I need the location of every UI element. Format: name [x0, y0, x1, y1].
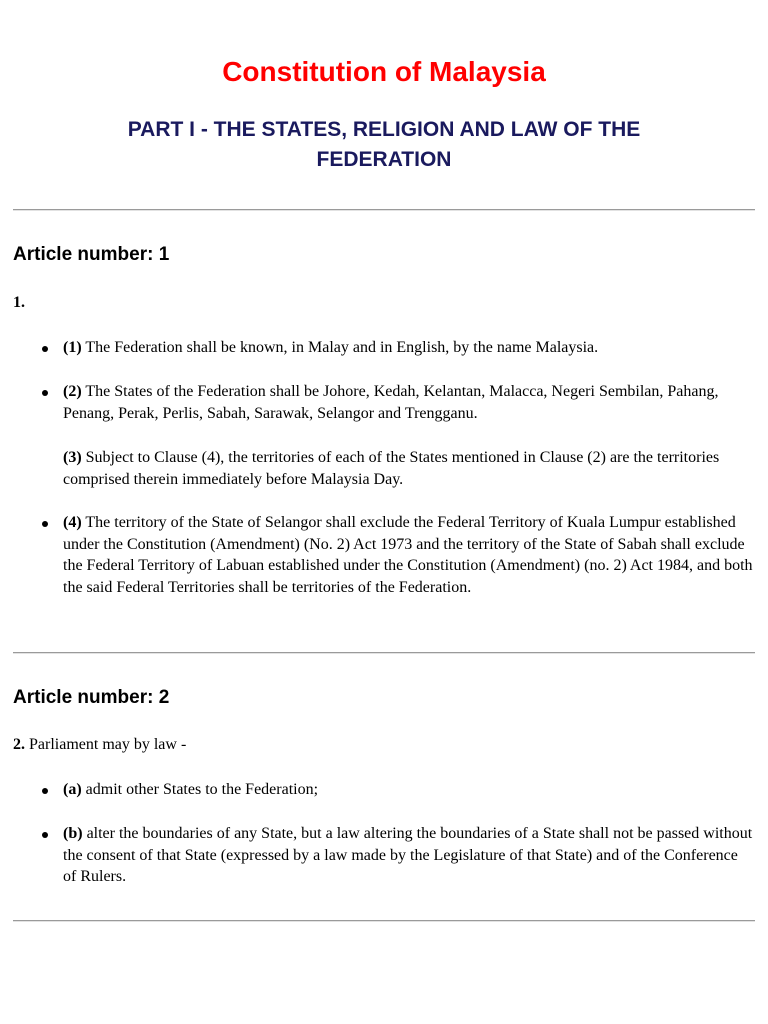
clause-item	[63, 337, 755, 359]
clause-text: Subject to Clause (4), the territories of each of the States mentioned in Clause (2) are the territories comprised therein immediately before Malaysia Day.	[63, 449, 720, 488]
divider	[13, 652, 755, 654]
clause-text: alter the boundaries of any State, but a law altering the boundaries of a State shall not be passed without the consent of that State (expressed by a law made by the Legislature of that State) and of the Conference of Rulers.	[63, 825, 753, 885]
page-title: Constitution of Malaysia	[222, 56, 546, 87]
clause-number: (3)	[63, 449, 82, 466]
clause-number: (b)	[63, 825, 83, 842]
clause-number: (1)	[63, 339, 82, 356]
clause-item	[63, 823, 755, 888]
divider	[13, 920, 755, 922]
article-lead	[13, 292, 755, 314]
clause-item	[63, 447, 755, 490]
article-lead-text: Parliament may by law -	[25, 736, 187, 753]
clause-number: (2)	[63, 383, 82, 400]
clause-text: admit other States to the Federation;	[81, 781, 319, 798]
clause-text: The territory of the State of Selangor shall exclude the Federal Territory of Kuala Lumpur established under the Constitution (Amendment) (No. 2) Act 1973 and the territory of the State of Sabah shall exclude the Federal Territory of Labuan established under the Constitution (Amendment) (no. 2) Act 1984, and both the said Federal Territories shall be territories of the Federation.	[63, 514, 753, 596]
clause-item	[63, 512, 755, 598]
clause-number: (a)	[63, 781, 82, 798]
article-number: 2.	[13, 736, 25, 753]
part-title: PART I - THE STATES, RELIGION AND LAW OF THE FEDERATION	[127, 118, 641, 171]
article-heading: Article number: 2	[13, 687, 170, 708]
article-heading: Article number: 1	[13, 244, 170, 265]
article-number: 1.	[13, 294, 25, 311]
clause-item	[63, 381, 755, 424]
divider	[13, 209, 755, 211]
article-lead	[13, 734, 755, 756]
clause-number: (4)	[63, 514, 82, 531]
clause-text: The States of the Federation shall be Johore, Kedah, Kelantan, Malacca, Negeri Sembilan, Pahang, Penang, Perak, Perlis, Sabah, Sarawak, Selangor and Trengganu.	[63, 383, 719, 422]
clause-text: The Federation shall be known, in Malay and in English, by the name Malaysia.	[81, 339, 599, 356]
clause-item	[63, 779, 755, 801]
